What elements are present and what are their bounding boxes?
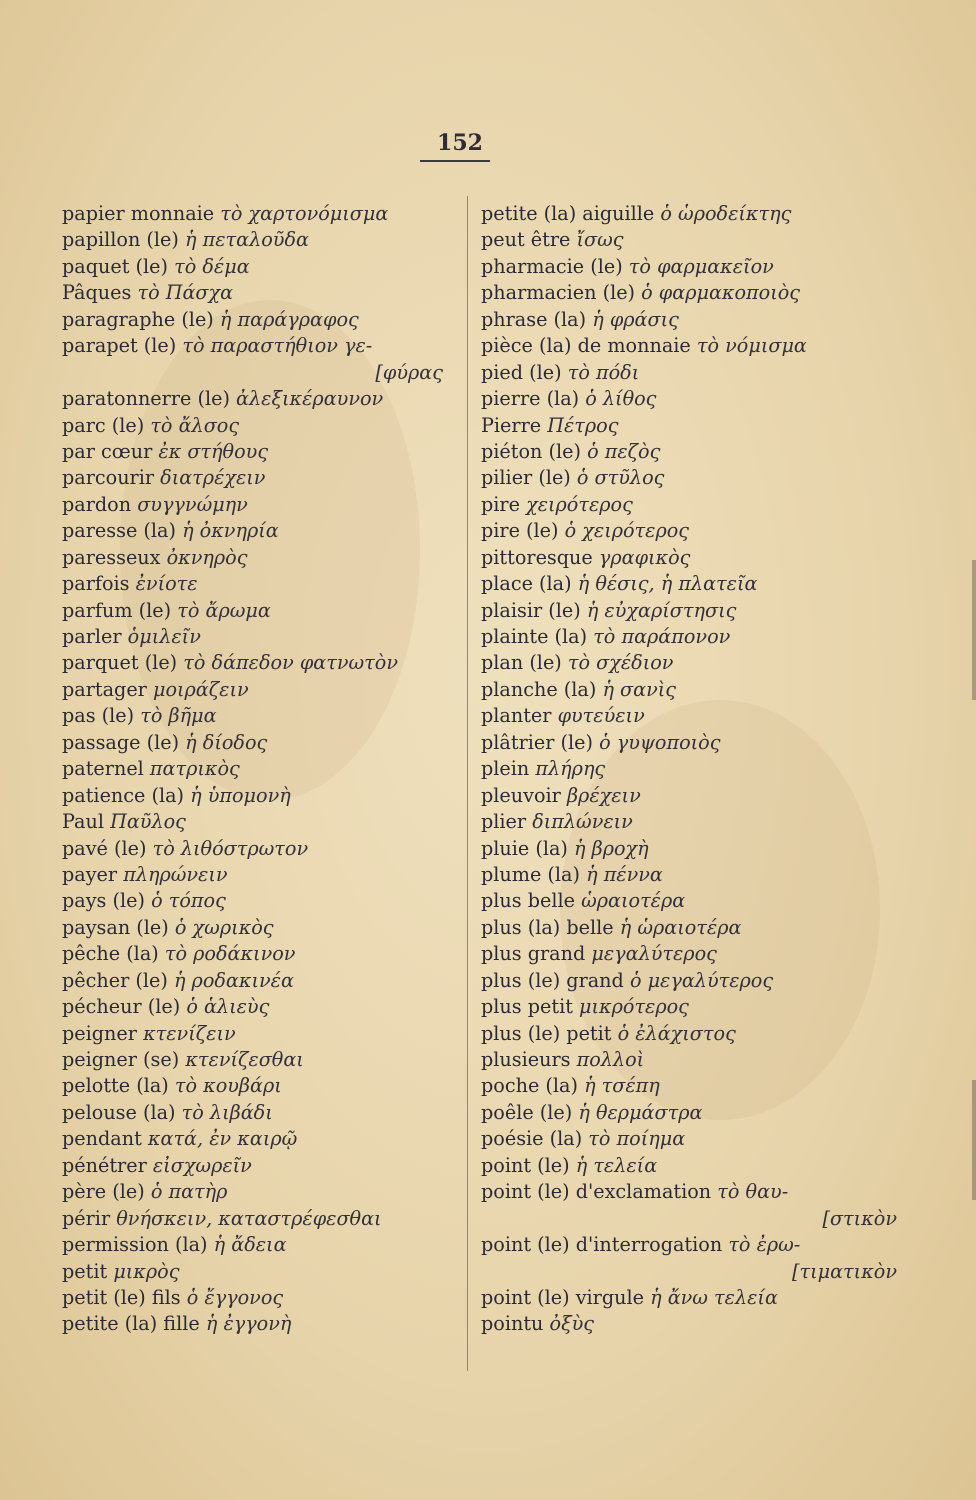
- french-term: paysan (le): [62, 915, 169, 939]
- dictionary-entry: [62, 1047, 457, 1073]
- dictionary-entry: [62, 994, 457, 1020]
- french-term: poche (la): [481, 1074, 578, 1098]
- dictionary-entry: [62, 439, 457, 465]
- french-term: paresse (la): [62, 519, 176, 543]
- greek-translation: τὸ ἄρωμα: [177, 598, 271, 622]
- page-edge-mark: [972, 1080, 976, 1200]
- greek-translation: τὸ ροδάκινον: [164, 942, 296, 966]
- greek-translation: ὁ μεγαλύτερος: [629, 968, 774, 992]
- french-term: parapet (le): [62, 334, 177, 358]
- greek-translation: ὁ χωρικὸς: [174, 915, 274, 939]
- greek-translation: ὁ ὡροδείκτης: [660, 202, 792, 225]
- entry-continuation: [481, 1206, 911, 1232]
- dictionary-entry: [62, 492, 457, 518]
- greek-translation: μικρότερος: [579, 995, 689, 1019]
- page-edge-mark: [972, 560, 976, 700]
- greek-translation: κατά, ἐν καιρῷ: [147, 1127, 298, 1151]
- dictionary-entry: [481, 968, 911, 994]
- page-number: 152: [437, 130, 483, 156]
- greek-translation: τὸ δέμα: [174, 254, 250, 278]
- greek-translation: ἡ ἄδεια: [213, 1233, 287, 1257]
- dictionary-entry: [481, 307, 911, 333]
- greek-translation: ὁ στῦλος: [576, 466, 665, 490]
- french-term: petite (la) fille: [62, 1312, 200, 1336]
- french-term: petit (le) fils: [62, 1285, 181, 1309]
- dictionary-entry: [62, 307, 457, 333]
- dictionary-entry: [481, 280, 911, 306]
- greek-translation: ἐνίοτε: [135, 572, 198, 596]
- dictionary-entry: [62, 915, 457, 941]
- french-term: pire: [481, 492, 520, 516]
- dictionary-entry: [62, 518, 457, 544]
- greek-translation: Παῦλος: [110, 810, 186, 834]
- french-term: pièce (la) de monnaie: [481, 334, 691, 358]
- french-term: pas (le): [62, 704, 135, 728]
- dictionary-entry: [62, 836, 457, 862]
- french-term: papillon (le): [62, 228, 179, 252]
- dictionary-entry: [481, 545, 911, 571]
- french-term: papier monnaie: [62, 202, 215, 225]
- dictionary-entry: [481, 783, 911, 809]
- dictionary-entry: [481, 1126, 911, 1152]
- greek-translation: ὁ πεζὸς: [587, 439, 661, 463]
- greek-translation: πληρώνειν: [123, 862, 228, 886]
- dictionary-entry: [481, 730, 911, 756]
- greek-translation: ὁ φαρμακοποιὸς: [641, 281, 801, 305]
- dictionary-entry: [62, 1100, 457, 1126]
- french-term: pierre (la): [481, 387, 580, 411]
- greek-translation: κτενίζεσθαι: [185, 1048, 304, 1071]
- greek-translation: τὸ δάπεδον φατνωτὸν: [183, 651, 398, 675]
- dictionary-entry: [62, 968, 457, 994]
- french-term: pleuvoir: [481, 783, 561, 807]
- french-term: place (la): [481, 572, 572, 596]
- dictionary-entry: [481, 1153, 911, 1179]
- greek-translation: ἡ ὀκνηρία: [182, 519, 279, 543]
- french-term: paquet (le): [62, 254, 168, 278]
- dictionary-entry: [481, 994, 911, 1020]
- dictionary-entry: [481, 809, 911, 835]
- french-term: peigner: [62, 1021, 137, 1045]
- dictionary-entry: [62, 1021, 457, 1047]
- french-term: poésie (la): [481, 1127, 583, 1151]
- greek-translation: ἡ ἐγγονὴ: [205, 1312, 292, 1336]
- greek-translation: ἀλεξικέραυνον: [236, 387, 384, 411]
- greek-translation: ἡ φράσις: [592, 307, 679, 331]
- dictionary-entry: [481, 624, 911, 650]
- french-term: phrase (la): [481, 307, 587, 331]
- dictionary-entry: [481, 1311, 911, 1337]
- dictionary-entry: [481, 1073, 911, 1099]
- french-term: peigner (se): [62, 1048, 180, 1071]
- greek-translation: μικρὸς: [113, 1259, 180, 1283]
- greek-translation: συγγνώμην: [137, 492, 248, 516]
- french-term: point (le): [481, 1153, 570, 1177]
- greek-translation: [φύρας: [375, 360, 443, 384]
- french-term: plus grand: [481, 942, 586, 966]
- greek-translation: ἡ δίοδος: [185, 730, 268, 754]
- dictionary-entry: [62, 201, 457, 227]
- french-term: Paul: [62, 810, 104, 834]
- dictionary-entry: [62, 1206, 457, 1232]
- french-term: passage (le): [62, 730, 180, 754]
- dictionary-entry: [62, 386, 457, 412]
- greek-translation: ἡ βροχὴ: [574, 836, 649, 860]
- dictionary-entry: [481, 227, 911, 253]
- greek-translation: ἴσως: [576, 228, 624, 252]
- greek-translation: ἡ ὑπομονὴ: [190, 783, 291, 807]
- dictionary-entry: [62, 941, 457, 967]
- dictionary-entry: [481, 1179, 911, 1205]
- dictionary-entry: [481, 888, 911, 914]
- dictionary-entry: [62, 1311, 457, 1337]
- french-term: pays (le): [62, 889, 145, 913]
- french-term: parcourir: [62, 466, 155, 490]
- dictionary-entry: [481, 703, 911, 729]
- greek-translation: ἡ θέσις, ἡ πλατεῖα: [577, 572, 758, 596]
- greek-translation: ὁ ἁλιεὺς: [186, 995, 270, 1019]
- greek-translation: [στικὸν: [822, 1206, 897, 1230]
- dictionary-entry: [62, 571, 457, 597]
- dictionary-entry: [481, 941, 911, 967]
- greek-translation: διπλώνειν: [532, 810, 633, 834]
- dictionary-entry: [62, 650, 457, 676]
- greek-translation: τὸ παράπονον: [593, 625, 731, 648]
- dictionary-entry: [481, 1021, 911, 1047]
- greek-translation: ἡ τελεία: [575, 1153, 658, 1177]
- french-term: plier: [481, 810, 527, 834]
- greek-translation: τὸ βῆμα: [140, 704, 217, 728]
- greek-translation: ἡ εὐχαρίστησις: [586, 598, 737, 622]
- dictionary-entry: [62, 598, 457, 624]
- greek-translation: ἐκ στήθους: [158, 439, 269, 463]
- greek-translation: ὁμιλεῖν: [127, 625, 201, 648]
- dictionary-entry: [481, 518, 911, 544]
- french-term: paresseux: [62, 545, 161, 569]
- dictionary-entry: [62, 254, 457, 280]
- french-term: pluie (la): [481, 836, 568, 860]
- dictionary-entry: [481, 1100, 911, 1126]
- greek-translation: τὸ λιβάδι: [181, 1100, 273, 1124]
- french-term: pêcher (le): [62, 968, 168, 992]
- greek-translation: φυτεύειν: [557, 704, 645, 728]
- dictionary-entry: [481, 756, 911, 782]
- header-rule: [420, 160, 490, 162]
- dictionary-entry: [62, 413, 457, 439]
- dictionary-entry: [62, 756, 457, 782]
- greek-translation: τὸ κουβάρι: [174, 1074, 282, 1098]
- french-term: pire (le): [481, 519, 559, 543]
- french-term: pelotte (la): [62, 1074, 169, 1098]
- french-term: pavé (le): [62, 836, 147, 860]
- greek-translation: ὁ ἐλάχιστος: [617, 1021, 736, 1045]
- greek-translation: ἡ θερμάστρα: [578, 1100, 703, 1124]
- french-term: par cœur: [62, 439, 153, 463]
- dictionary-entry: [62, 465, 457, 491]
- french-term: plâtrier (le): [481, 730, 593, 754]
- greek-translation: ὁ γυψοποιὸς: [599, 730, 721, 754]
- greek-translation: τὸ πόδι: [567, 360, 640, 384]
- french-term: pied (le): [481, 360, 562, 384]
- dictionary-entry: [62, 1259, 457, 1285]
- greek-translation: πλήρης: [535, 757, 606, 781]
- dictionary-entry: [481, 386, 911, 412]
- dictionary-entry: [481, 439, 911, 465]
- french-term: plus belle: [481, 889, 575, 913]
- french-term: point (le) d'exclamation: [481, 1180, 712, 1204]
- dictionary-entry: [481, 1047, 911, 1073]
- greek-translation: ὡραιοτέρα: [581, 889, 686, 913]
- greek-translation: ὁ χειρότερος: [564, 519, 690, 543]
- dictionary-entry: [62, 1179, 457, 1205]
- french-term: périr: [62, 1206, 111, 1230]
- greek-translation: βρέχειν: [566, 783, 641, 807]
- greek-translation: ἡ σανὶς: [602, 677, 677, 701]
- greek-translation: τὸ Πάσχα: [137, 281, 234, 305]
- french-term: payer: [62, 862, 118, 886]
- dictionary-entry: [62, 703, 457, 729]
- greek-translation: ὀκνηρὸς: [166, 545, 248, 569]
- dictionary-entry: [481, 465, 911, 491]
- greek-translation: ἡ πεταλοῦδα: [185, 228, 309, 252]
- dictionary-entry: [62, 333, 457, 359]
- french-term: planche (la): [481, 677, 597, 701]
- greek-translation: μοιράζειν: [152, 677, 249, 701]
- french-term: plusieurs: [481, 1048, 571, 1071]
- dictionary-entry: [62, 624, 457, 650]
- french-term: Pâques: [62, 281, 132, 305]
- french-term: Pierre: [481, 413, 542, 437]
- greek-translation: ἡ πέννα: [586, 862, 663, 886]
- greek-translation: ὁ λίθος: [585, 387, 657, 411]
- greek-translation: τὸ ἄλσος: [150, 413, 240, 437]
- greek-translation: τὸ σχέδιον: [567, 651, 674, 675]
- greek-translation: ὁ τόπος: [151, 889, 226, 913]
- french-term: patience (la): [62, 783, 185, 807]
- french-term: parc (le): [62, 413, 145, 437]
- left-column: [62, 201, 457, 1338]
- french-term: pharmacie (le): [481, 254, 623, 278]
- french-term: pêche (la): [62, 942, 159, 966]
- dictionary-entry: [481, 862, 911, 888]
- dictionary-entry: [62, 809, 457, 835]
- greek-translation: διατρέχειν: [160, 466, 266, 490]
- french-term: pendant: [62, 1127, 142, 1151]
- french-term: parquet (le): [62, 651, 178, 675]
- dictionary-entry: [481, 598, 911, 624]
- french-term: plus (le) petit: [481, 1021, 612, 1045]
- french-term: paratonnerre (le): [62, 387, 230, 411]
- greek-translation: πατρικὸς: [149, 757, 240, 781]
- greek-translation: γραφικὸς: [598, 545, 691, 569]
- dictionary-entry: [481, 492, 911, 518]
- greek-translation: ἡ ὡραιοτέρα: [619, 915, 742, 939]
- greek-translation: ἡ ἄνω τελεία: [650, 1285, 778, 1309]
- french-term: pilier (le): [481, 466, 571, 490]
- dictionary-entry: [481, 333, 911, 359]
- dictionary-entry: [62, 730, 457, 756]
- dictionary-entry: [62, 545, 457, 571]
- dictionary-entry: [62, 1126, 457, 1152]
- greek-translation: ὁ πατὴρ: [150, 1180, 228, 1204]
- greek-translation: θνήσκειν, καταστρέφεσθαι: [116, 1206, 382, 1230]
- dictionary-entry: [481, 650, 911, 676]
- right-column: [481, 201, 911, 1338]
- greek-translation: τὸ χαρτονόμισμα: [220, 202, 389, 225]
- french-term: plan (le): [481, 651, 562, 675]
- french-term: paternel: [62, 757, 144, 781]
- greek-translation: τὸ φαρμακεῖον: [628, 254, 774, 278]
- french-term: point (le) virgule: [481, 1285, 644, 1309]
- french-term: paragraphe (le): [62, 307, 214, 331]
- french-term: petite (la) aiguille: [481, 202, 655, 225]
- dictionary-entry: [481, 1232, 911, 1258]
- greek-translation: μεγαλύτερος: [591, 942, 717, 966]
- french-term: pointu: [481, 1312, 544, 1336]
- french-term: plaisir (le): [481, 598, 581, 622]
- entry-continuation: [62, 360, 457, 386]
- dictionary-entry: [481, 677, 911, 703]
- french-term: plus (le) grand: [481, 968, 624, 992]
- entry-continuation: [481, 1259, 911, 1285]
- dictionary-entry: [481, 836, 911, 862]
- dictionary-entry: [62, 1153, 457, 1179]
- french-term: permission (la): [62, 1233, 208, 1257]
- french-term: plainte (la): [481, 625, 588, 648]
- french-term: peut être: [481, 228, 571, 252]
- french-term: partager: [62, 677, 147, 701]
- dictionary-entry: [62, 888, 457, 914]
- greek-translation: ἡ ροδακινέα: [173, 968, 294, 992]
- greek-translation: ὁ ἔγγονος: [186, 1285, 284, 1309]
- greek-translation: τὸ ἐρω-: [728, 1233, 801, 1257]
- french-term: petit: [62, 1259, 108, 1283]
- dictionary-entry: [62, 677, 457, 703]
- french-term: pécheur (le): [62, 995, 181, 1019]
- dictionary-entry: [62, 862, 457, 888]
- french-term: planter: [481, 704, 552, 728]
- french-term: poêle (le): [481, 1100, 573, 1124]
- french-term: père (le): [62, 1180, 145, 1204]
- dictionary-entry: [481, 254, 911, 280]
- french-term: pelouse (la): [62, 1100, 176, 1124]
- french-term: pénétrer: [62, 1153, 147, 1177]
- french-term: parfum (le): [62, 598, 172, 622]
- greek-translation: ὀξὺς: [549, 1312, 595, 1336]
- dictionary-entry: [62, 1232, 457, 1258]
- dictionary-entry: [62, 783, 457, 809]
- greek-translation: πολλοὶ: [576, 1048, 645, 1071]
- french-term: plus petit: [481, 995, 573, 1019]
- dictionary-entry: [481, 201, 911, 227]
- greek-translation: [τιματικὸν: [792, 1259, 897, 1283]
- french-term: plein: [481, 757, 530, 781]
- dictionary-entry: [62, 1285, 457, 1311]
- dictionary-entry: [481, 571, 911, 597]
- dictionary-entry: [481, 915, 911, 941]
- french-term: parfois: [62, 572, 130, 596]
- greek-translation: ἡ παράγραφος: [219, 307, 359, 331]
- french-term: point (le) d'interrogation: [481, 1233, 723, 1257]
- greek-translation: τὸ λιθόστρωτον: [152, 836, 309, 860]
- french-term: pharmacien (le): [481, 281, 636, 305]
- greek-translation: τὸ θαυ-: [717, 1180, 789, 1204]
- french-term: pardon: [62, 492, 132, 516]
- greek-translation: εἰσχωρεῖν: [152, 1153, 252, 1177]
- dictionary-entry: [62, 227, 457, 253]
- dictionary-entry: [62, 1073, 457, 1099]
- french-term: plume (la): [481, 862, 580, 886]
- dictionary-entry: [62, 280, 457, 306]
- french-term: parler: [62, 625, 122, 648]
- dictionary-entry: [481, 360, 911, 386]
- dictionary-entry: [481, 1285, 911, 1311]
- greek-translation: χειρότερος: [526, 492, 633, 516]
- french-term: piéton (le): [481, 439, 581, 463]
- column-divider: [467, 196, 468, 1371]
- greek-translation: τὸ ποίημα: [588, 1127, 686, 1151]
- greek-translation: Πέτρος: [547, 413, 619, 437]
- french-term: pittoresque: [481, 545, 593, 569]
- french-term: plus (la) belle: [481, 915, 614, 939]
- greek-translation: ἡ τσέπη: [584, 1074, 660, 1098]
- greek-translation: τὸ νόμισμα: [696, 334, 807, 358]
- greek-translation: κτενίζειν: [143, 1021, 236, 1045]
- dictionary-entry: [481, 413, 911, 439]
- greek-translation: τὸ παραστήθιον γε-: [182, 334, 373, 358]
